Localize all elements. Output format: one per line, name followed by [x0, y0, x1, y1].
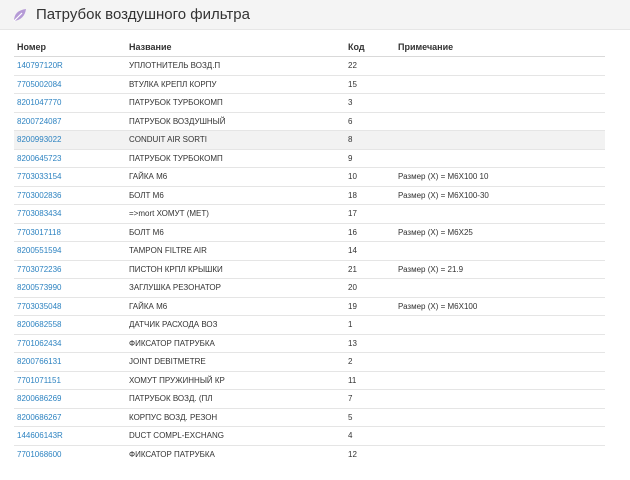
parts-table	[14, 38, 605, 463]
part-number-cell	[14, 427, 126, 446]
part-number-link[interactable]: 8200682558	[17, 320, 62, 330]
table-row	[14, 316, 605, 335]
part-note-cell	[395, 242, 605, 261]
part-number-cell	[14, 445, 126, 463]
panel-header	[0, 0, 630, 30]
table-row	[14, 297, 605, 316]
part-number-cell	[14, 390, 126, 409]
part-name-cell: ФИКСАТОР ПАТРУБКА	[126, 334, 345, 353]
part-note-cell	[395, 390, 605, 409]
part-number-link[interactable]: 8201047770	[17, 98, 62, 108]
table-row	[14, 94, 605, 113]
part-number-link[interactable]: 7703072236	[17, 264, 62, 274]
part-number-link[interactable]: 144606143R	[17, 431, 63, 441]
part-code-cell: 13	[345, 334, 395, 353]
part-note-cell	[395, 408, 605, 427]
table-row	[14, 260, 605, 279]
part-name-cell: БОЛТ M6	[126, 186, 345, 205]
part-number-link[interactable]: 8200686269	[17, 394, 62, 404]
part-note-cell	[395, 75, 605, 94]
part-note-cell	[395, 131, 605, 150]
part-number-link[interactable]: 8200724087	[17, 116, 62, 126]
part-code-cell: 15	[345, 75, 395, 94]
part-number-cell	[14, 168, 126, 187]
part-number-link[interactable]: 8200645723	[17, 153, 62, 163]
part-number-cell	[14, 316, 126, 335]
part-name-cell: ГАЙКА M6	[126, 297, 345, 316]
column-header-name: Название	[126, 38, 345, 57]
part-name-cell: ВТУЛКА КРЕПЛ КОРПУ	[126, 75, 345, 94]
part-name-cell: ГАЙКА M6	[126, 168, 345, 187]
part-number-cell	[14, 334, 126, 353]
part-note-cell: Размер (X) = M6X25	[395, 223, 605, 242]
table-row	[14, 334, 605, 353]
part-note-cell: Размер (X) = M6X100 10	[395, 168, 605, 187]
part-note-cell: Размер (X) = M6X100	[395, 297, 605, 316]
table-row	[14, 353, 605, 372]
part-note-cell	[395, 149, 605, 168]
part-number-cell	[14, 223, 126, 242]
table-row	[14, 371, 605, 390]
part-number-cell	[14, 75, 126, 94]
part-code-cell: 11	[345, 371, 395, 390]
part-number-link[interactable]: 8200551594	[17, 246, 62, 256]
part-number-cell	[14, 279, 126, 298]
part-name-cell: ЗАГЛУШКА РЕЗОНАТОР	[126, 279, 345, 298]
part-number-cell	[14, 371, 126, 390]
column-header-number: Номер	[14, 38, 126, 57]
part-code-cell: 1	[345, 316, 395, 335]
table-row	[14, 427, 605, 446]
part-number-link[interactable]: 7703033154	[17, 172, 62, 182]
table-row	[14, 186, 605, 205]
column-header-note: Примечание	[395, 38, 605, 57]
table-row	[14, 408, 605, 427]
part-number-link[interactable]: 8200573990	[17, 283, 62, 293]
part-code-cell: 9	[345, 149, 395, 168]
part-name-cell: TAMPON FILTRE AIR	[126, 242, 345, 261]
part-number-link[interactable]: 140797120R	[17, 61, 63, 71]
part-name-cell: УПЛОТНИТЕЛЬ ВОЗД.П	[126, 57, 345, 76]
part-code-cell: 12	[345, 445, 395, 463]
part-number-cell	[14, 408, 126, 427]
part-note-cell	[395, 371, 605, 390]
part-name-cell: БОЛТ M6	[126, 223, 345, 242]
part-name-cell: ДАТЧИК РАСХОДА ВОЗ	[126, 316, 345, 335]
part-number-cell	[14, 260, 126, 279]
table-row	[14, 223, 605, 242]
part-note-cell	[395, 279, 605, 298]
part-note-cell	[395, 427, 605, 446]
part-number-cell	[14, 131, 126, 150]
part-number-link[interactable]: 8200766131	[17, 357, 62, 367]
part-note-cell	[395, 112, 605, 131]
part-code-cell: 8	[345, 131, 395, 150]
part-name-cell: ПАТРУБОК ТУРБОКОМП	[126, 94, 345, 113]
table-row	[14, 75, 605, 94]
part-number-cell	[14, 297, 126, 316]
part-note-cell	[395, 316, 605, 335]
part-note-cell	[395, 334, 605, 353]
part-number-link[interactable]: 7703002836	[17, 190, 62, 200]
part-code-cell: 14	[345, 242, 395, 261]
part-note-cell	[395, 205, 605, 224]
part-number-link[interactable]: 8200993022	[17, 135, 62, 145]
part-code-cell: 18	[345, 186, 395, 205]
table-row	[14, 131, 605, 150]
table-row	[14, 242, 605, 261]
part-code-cell: 5	[345, 408, 395, 427]
part-number-link[interactable]: 8200686267	[17, 412, 62, 422]
table-row	[14, 168, 605, 187]
part-code-cell: 19	[345, 297, 395, 316]
part-number-cell	[14, 149, 126, 168]
table-header-row	[14, 38, 605, 57]
part-code-cell: 21	[345, 260, 395, 279]
part-number-cell	[14, 242, 126, 261]
part-code-cell: 20	[345, 279, 395, 298]
part-name-cell: JOINT DEBITMETRE	[126, 353, 345, 372]
table-row	[14, 205, 605, 224]
part-code-cell: 17	[345, 205, 395, 224]
part-name-cell: =>mort ХОМУТ (МЕТ)	[126, 205, 345, 224]
part-code-cell: 6	[345, 112, 395, 131]
part-number-cell	[14, 353, 126, 372]
part-number-link[interactable]: 7703017118	[17, 227, 61, 237]
part-number-link[interactable]: 7703083434	[17, 209, 62, 219]
table-row	[14, 57, 605, 76]
part-number-link[interactable]: 7701071151	[17, 375, 61, 385]
part-note-cell	[395, 94, 605, 113]
part-code-cell: 16	[345, 223, 395, 242]
part-number-link[interactable]: 7701068600	[17, 449, 62, 459]
part-code-cell: 2	[345, 353, 395, 372]
part-name-cell: ФИКСАТОР ПАТРУБКА	[126, 445, 345, 463]
table-row	[14, 279, 605, 298]
part-number-cell	[14, 94, 126, 113]
part-code-cell: 22	[345, 57, 395, 76]
part-note-cell	[395, 445, 605, 463]
leaf-icon	[12, 7, 28, 23]
part-code-cell: 7	[345, 390, 395, 409]
part-note-cell: Размер (X) = M6X100-30	[395, 186, 605, 205]
part-code-cell: 4	[345, 427, 395, 446]
part-name-cell: ХОМУТ ПРУЖИННЫЙ КР	[126, 371, 345, 390]
part-note-cell: Размер (X) = 21.9	[395, 260, 605, 279]
part-name-cell: ПАТРУБОК ТУРБОКОМП	[126, 149, 345, 168]
part-name-cell: CONDUIT AIR SORTI	[126, 131, 345, 150]
part-name-cell: DUCT COMPL-EXCHANG	[126, 427, 345, 446]
part-number-link[interactable]: 7705002084	[17, 79, 62, 89]
part-name-cell: КОРПУС ВОЗД. РЕЗОН	[126, 408, 345, 427]
part-note-cell	[395, 353, 605, 372]
part-number-link[interactable]: 7701062434	[17, 338, 62, 348]
part-code-cell: 3	[345, 94, 395, 113]
part-name-cell: ПАТРУБОК ВОЗДУШНЫЙ	[126, 112, 345, 131]
column-header-code: Код	[345, 38, 395, 57]
table-row	[14, 149, 605, 168]
table-row	[14, 445, 605, 463]
part-name-cell: ПАТРУБОК ВОЗД. (ПЛ	[126, 390, 345, 409]
part-number-cell	[14, 186, 126, 205]
page-title: Патрубок воздушного фильтра	[36, 6, 250, 23]
part-number-link[interactable]: 7703035048	[17, 301, 62, 311]
part-number-cell	[14, 112, 126, 131]
table-row	[14, 390, 605, 409]
part-note-cell	[395, 57, 605, 76]
part-number-cell	[14, 57, 126, 76]
table-row	[14, 112, 605, 131]
part-code-cell: 10	[345, 168, 395, 187]
part-number-cell	[14, 205, 126, 224]
part-name-cell: ПИСТОН КРПЛ КРЫШКИ	[126, 260, 345, 279]
